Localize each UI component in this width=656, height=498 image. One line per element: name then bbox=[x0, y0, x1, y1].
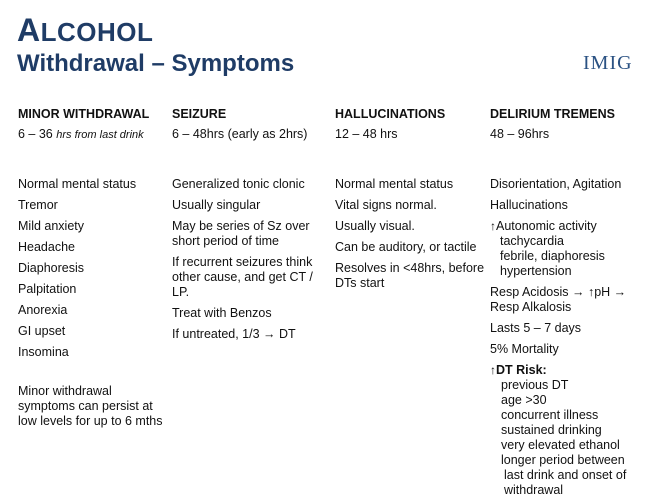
time-range: 6 – 48hrs (early as 2hrs) bbox=[172, 127, 308, 141]
minor-note: Minor withdrawal symptoms can persist at low levels for up to 6 mths bbox=[18, 384, 163, 428]
list-item: Treat with Benzos bbox=[172, 306, 272, 320]
list-item: Can be auditory, or tactile bbox=[335, 240, 477, 254]
column-header: SEIZURE bbox=[172, 107, 227, 121]
range-note: hrs from last drink bbox=[56, 129, 144, 141]
sub-item: tachycardia bbox=[500, 234, 564, 248]
list-item: Usually visual. bbox=[335, 219, 415, 233]
sub-item: hypertension bbox=[500, 264, 572, 278]
risk-factor: last drink and onset of bbox=[504, 468, 627, 482]
page-subtitle: Withdrawal – Symptoms bbox=[17, 50, 295, 77]
column-hallucinations bbox=[335, 107, 485, 297]
arrow-up-icon: ↑ bbox=[490, 363, 496, 377]
autonomic-label: Autonomic activity bbox=[496, 219, 597, 233]
column-header: DELIRIUM TREMENS bbox=[490, 107, 615, 121]
range-value: 6 – 36 bbox=[18, 127, 57, 141]
risk-block bbox=[490, 363, 652, 498]
autonomic-block bbox=[490, 219, 652, 279]
list-item: Hallucinations bbox=[490, 198, 568, 212]
column-header: MINOR WITHDRAWAL bbox=[18, 107, 150, 121]
risk-factor: previous DT bbox=[501, 378, 569, 392]
list-item: Mild anxiety bbox=[18, 219, 84, 233]
risk-factor: longer period between bbox=[501, 453, 625, 467]
list-item: Insomina bbox=[18, 345, 69, 359]
list-item: Diaphoresis bbox=[18, 261, 85, 275]
title-rest: LCOHOL bbox=[40, 17, 154, 47]
page-title bbox=[17, 14, 153, 46]
list-item: Disorientation, Agitation bbox=[490, 177, 622, 191]
risk-factor: very elevated ethanol bbox=[501, 438, 620, 452]
list-item: Generalized tonic clonic bbox=[172, 177, 305, 191]
column-header: HALLUCINATIONS bbox=[335, 107, 446, 121]
list-item: If untreated, 1/3 → DT bbox=[172, 327, 296, 341]
list-item: Normal mental status bbox=[18, 177, 137, 191]
list-item: 5% Mortality bbox=[490, 342, 559, 356]
list-item: Lasts 5 – 7 days bbox=[490, 321, 582, 335]
list-item: GI upset bbox=[18, 324, 66, 338]
list-item: Tremor bbox=[18, 198, 58, 212]
time-range: 12 – 48 hrs bbox=[335, 127, 398, 141]
list-item: Resolves in <48hrs, before DTs start bbox=[335, 261, 485, 290]
time-range: 48 – 96hrs bbox=[490, 127, 550, 141]
risk-label: DT Risk: bbox=[496, 363, 547, 377]
list-item: Normal mental status bbox=[335, 177, 454, 191]
arrow-up-icon: ↑ bbox=[490, 219, 496, 233]
list-item: Anorexia bbox=[18, 303, 68, 317]
risk-factor: sustained drinking bbox=[501, 423, 602, 437]
risk-factor: withdrawal bbox=[504, 483, 564, 497]
risk-factor: age >30 bbox=[501, 393, 547, 407]
time-range bbox=[18, 127, 166, 147]
sub-item: febrile, diaphoresis bbox=[500, 249, 605, 263]
list-item: Vital signs normal. bbox=[335, 198, 437, 212]
column-seizure bbox=[172, 107, 332, 348]
risk-factor: concurrent illness bbox=[501, 408, 599, 422]
resp-item: Resp Acidosis → ↑pH → Resp Alkalosis bbox=[490, 285, 627, 314]
list-item: If recurrent seizures think other cause, and get CT / LP. bbox=[172, 255, 313, 299]
list-item: Usually singular bbox=[172, 198, 261, 212]
list-item: May be series of Sz over short period of time bbox=[172, 219, 310, 248]
list-item: Headache bbox=[18, 240, 75, 254]
title-initial: A bbox=[17, 12, 41, 48]
column-delirium-tremens bbox=[490, 107, 652, 498]
imig-logo: IMIG bbox=[583, 52, 633, 74]
list-item: Palpitation bbox=[18, 282, 77, 296]
column-minor-withdrawal bbox=[18, 107, 166, 429]
